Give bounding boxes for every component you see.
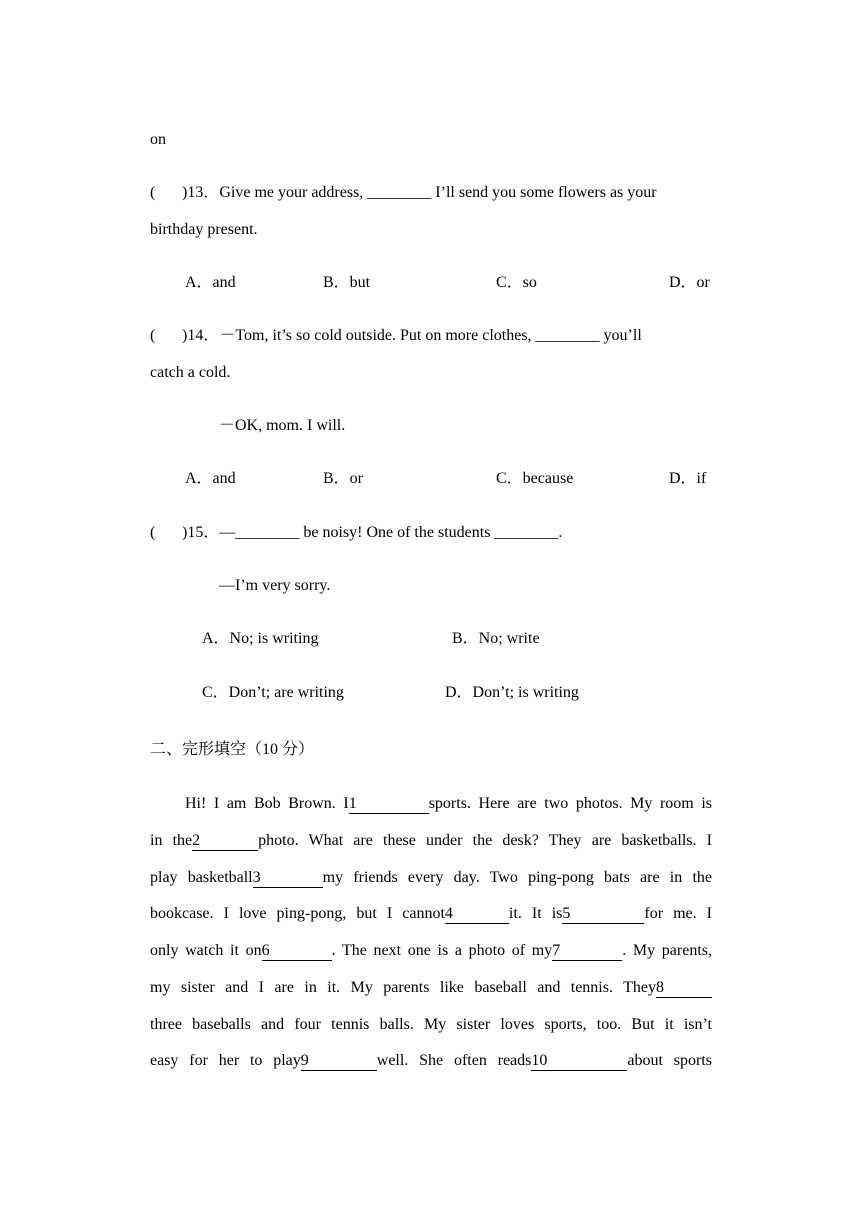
- passage-line-5: [150, 941, 712, 961]
- answer-paren: (: [150, 524, 156, 541]
- question-14-line-2: catch a cold.: [150, 364, 231, 381]
- option-c: C．Don’t; are writing: [202, 684, 344, 701]
- question-number: )14．: [182, 327, 220, 344]
- question-stem: －Tom, it’s so cold outside. Put on more clothes, ________ you’ll: [219, 327, 642, 344]
- passage-text: play basketball: [150, 869, 253, 886]
- blank-10: 10: [531, 1053, 627, 1071]
- option-c: C．because: [496, 470, 574, 487]
- question-number: )15．: [182, 524, 220, 541]
- passage-text: for me. I: [644, 905, 713, 922]
- passage-text: Hi! I am Bob Brown. I: [185, 795, 349, 812]
- passage-text: easy for her to play: [150, 1052, 301, 1069]
- blank-4: 4: [445, 906, 509, 924]
- question-13-line-2: birthday present.: [150, 221, 258, 238]
- passage-text: bookcase. I love ping-pong, but I cannot: [150, 905, 445, 922]
- section-title: 二、完形填空（10 分）: [150, 741, 315, 758]
- passage-text: in the: [150, 832, 193, 849]
- option-a: A．and: [185, 274, 236, 291]
- option-c: C．so: [496, 274, 537, 291]
- passage-line-1: [185, 794, 712, 814]
- question-number: )13．: [182, 184, 220, 201]
- option-d: D．Don’t; is writing: [445, 684, 579, 701]
- answer-paren: (: [150, 184, 156, 201]
- blank-5: 5: [562, 906, 644, 924]
- passage-line-3: [150, 868, 712, 888]
- passage-line-8: [150, 1051, 712, 1071]
- passage-text: . My parents,: [622, 942, 712, 959]
- question-stem: —________ be noisy! One of the students ________.: [219, 524, 563, 541]
- blank-7: 7: [552, 943, 622, 961]
- passage-text: well. She often reads: [376, 1052, 532, 1069]
- passage-line-7: three baseballs and four tennis balls. My sister loves sports, too. But it isn’t: [150, 1016, 712, 1033]
- blank-8: 8: [656, 980, 712, 998]
- question-13-line-1: [150, 183, 657, 203]
- blank-6: 6: [262, 943, 332, 961]
- option-b: B．No; write: [452, 630, 540, 647]
- passage-text: sports. Here are two photos. My room is: [428, 795, 713, 812]
- question-15-reply: —I’m very sorry.: [219, 577, 331, 594]
- option-a: A．No; is writing: [202, 630, 319, 647]
- page-fragment: on: [150, 131, 166, 148]
- passage-text: about sports: [627, 1052, 712, 1069]
- passage-line-6: [150, 978, 712, 998]
- passage-text: only watch it on: [150, 942, 262, 959]
- passage-text: my friends every day. Two ping-pong bats are in the: [322, 869, 712, 886]
- option-d: D．or: [669, 274, 710, 291]
- question-14-line-1: [150, 326, 642, 346]
- question-15-line-1: [150, 523, 562, 543]
- passage-line-4: [150, 904, 712, 924]
- passage-line-2: [150, 831, 712, 851]
- option-b: B．but: [323, 274, 371, 291]
- answer-paren: (: [150, 327, 156, 344]
- blank-2: 2: [192, 833, 258, 851]
- passage-text: it. It is: [508, 905, 563, 922]
- blank-1: 1: [349, 796, 429, 814]
- blank-3: 3: [253, 870, 323, 888]
- blank-9: 9: [301, 1053, 377, 1071]
- passage-text: . The next one is a photo of my: [331, 942, 553, 959]
- option-d: D．if: [669, 470, 707, 487]
- option-a: A．and: [185, 470, 236, 487]
- passage-text: photo. What are these under the desk? They are basketballs. I: [258, 832, 713, 849]
- option-b: B．or: [323, 470, 364, 487]
- question-14-reply: －OK, mom. I will.: [219, 417, 346, 434]
- question-stem: Give me your address, ________ I’ll send you some flowers as your: [219, 184, 657, 201]
- passage-text: my sister and I are in it. My parents like baseball and tennis. They: [150, 979, 656, 996]
